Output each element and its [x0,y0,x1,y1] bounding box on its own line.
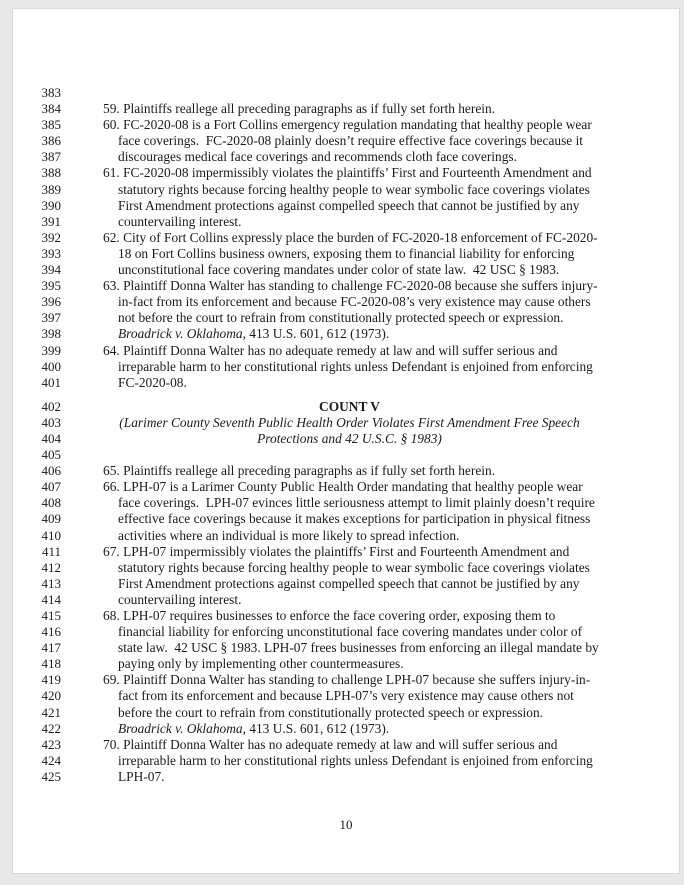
line-text [103,343,557,359]
line-number: 396 [41,294,61,310]
document-line [13,544,679,560]
document-line [13,592,679,608]
text-segment: 60. FC-2020-08 is a Fort Collins emergency regulation mandating that healthy people wear [103,117,592,133]
document-line [13,149,679,165]
text-segment: effective face coverings because it makes exceptions for participation in physical fitness [118,511,591,527]
text-segment: paying only by implementing other countermeasures. [118,656,404,672]
document-line [13,375,679,391]
text-segment: countervailing interest. [118,591,242,607]
line-number: 384 [41,101,61,117]
document-line [13,230,679,246]
text-segment: COUNT V [319,398,380,414]
document-line [13,246,679,262]
line-number: 390 [41,197,61,213]
line-text [118,262,559,278]
document-line [13,608,679,624]
document-line [13,463,679,479]
line-number: 391 [41,213,61,229]
text-segment: (Larimer County Seventh Public Health Order Violates First Amendment Free Speech [119,414,580,430]
document-page [12,8,680,874]
text-segment: Protections and 42 U.S.C. § 1983 [257,430,438,446]
line-text [103,230,598,246]
line-text [118,624,582,640]
text-segment: LPH-07. [118,768,165,784]
document-line [13,737,679,753]
text-segment: 70. Plaintiff Donna Walter has no adequate remedy at law and will suffer serious and [103,736,558,752]
line-number: 414 [41,591,61,607]
text-segment: face coverings. LPH-07 evinces little seriousness attempt to limit plainly doesn’t require [118,495,595,511]
line-number: 406 [41,463,61,479]
line-number: 413 [41,575,61,591]
line-number: 400 [41,358,61,374]
document-line [13,688,679,704]
text-segment: 68. LPH-07 requires businesses to enforce the face covering order, exposing them to [103,608,556,623]
text-segment: state law. 42 USC § 1983. LPH-07 frees businesses from enforcing an illegal mandate by [118,640,599,656]
line-number: 422 [41,720,61,736]
document-line [13,359,679,375]
line-number: 423 [41,736,61,752]
line-text [103,165,592,181]
line-text [103,463,495,479]
text-segment: in-fact from its enforcement and because FC-2020-08’s very existence may cause others [118,294,591,310]
line-number: 407 [41,479,61,495]
document-line [13,101,679,117]
document-line [13,576,679,592]
line-text [118,769,165,785]
line-text [118,688,574,704]
document-line [13,560,679,576]
line-text [103,117,592,133]
text-segment: 59. Plaintiffs reallege all preceding paragraphs as if fully set forth herein. [103,101,496,117]
text-segment: , 413 U.S. 601, 612 (1973). [242,720,390,736]
document-line [13,753,679,769]
line-number: 403 [41,414,61,430]
line-text [103,672,590,688]
document-line [13,294,679,310]
text-segment: fact from its enforcement and because LPH-07’s very existence may cause others not [118,688,574,704]
line-text [118,310,563,326]
document-line [13,672,679,688]
line-text [118,705,543,721]
text-segment: Broadrick v. Oklahoma [118,720,243,736]
document-line [13,117,679,133]
line-text [118,326,389,342]
document-line [13,769,679,785]
text-segment: Broadrick v. Oklahoma [118,326,243,342]
text-segment: activities where an individual is more likely to spread infection. [118,527,460,543]
line-text [103,101,495,117]
document-line [13,326,679,342]
document-line [13,415,679,431]
document-line [13,431,679,447]
line-number: 404 [41,430,61,446]
line-number: 393 [41,245,61,261]
text-segment: financial liability for enforcing unconstitutional face covering mandates under color of [118,624,583,640]
line-text [118,640,599,656]
document-line [13,656,679,672]
text-segment: irreparable harm to her constitutional rights unless Defendant is enjoined from enforcing [118,358,593,374]
text-segment: not before the court to refrain from constitutionally protected speech or expression. [118,310,564,326]
text-segment: 63. Plaintiff Donna Walter has standing to challenge FC-2020-08 because she suffers injury- [103,278,598,294]
text-segment: 64. Plaintiff Donna Walter has no adequate remedy at law and will suffer serious and [103,342,558,358]
line-number: 386 [41,133,61,149]
line-number: 399 [41,342,61,358]
document-line [13,278,679,294]
document-line [13,705,679,721]
line-text [118,133,583,149]
line-text [118,721,389,737]
document-line [13,624,679,640]
line-text [118,182,590,198]
line-text [118,198,580,214]
page-number: 10 [339,817,353,832]
text-segment: 61. FC-2020-08 impermissibly violates the plaintiffs’ First and Fourteenth Amendment and [103,165,592,181]
line-number: 389 [41,181,61,197]
line-number: 419 [41,672,61,688]
line-number: 425 [41,768,61,784]
text-segment: ) [437,430,442,446]
document-line [13,85,679,101]
line-number: 415 [41,608,61,623]
line-number: 405 [41,447,61,463]
line-number: 418 [41,656,61,672]
text-segment: countervailing interest. [118,213,242,229]
line-number: 401 [41,374,61,390]
text-segment: 67. LPH-07 impermissibly violates the plaintiffs’ First and Fourteenth Amendment and [103,543,570,559]
text-segment: 66. LPH-07 is a Larimer County Public Health Order mandating that healthy people wear [103,479,583,495]
line-text [118,495,595,511]
line-text [118,528,459,544]
line-text [103,278,598,294]
text-segment: 62. City of Fort Collins expressly place the burden of FC-2020-18 enforcement of FC-2020- [103,229,598,245]
line-number: 411 [41,543,61,559]
text-segment: irreparable harm to her constitutional rights unless Defendant is enjoined from enforcing [118,752,593,768]
line-number: 421 [41,704,61,720]
line-number: 416 [41,624,61,640]
line-number: 385 [41,117,61,133]
line-number: 395 [41,278,61,294]
line-text [118,375,187,391]
text-segment: statutory rights because forcing healthy people to wear symbolic face coverings violates [118,181,590,197]
document-line [13,399,679,415]
text-segment: statutory rights because forcing healthy people to wear symbolic face coverings violates [118,559,590,575]
line-text [118,359,593,375]
line-text [103,431,596,447]
line-number: 387 [41,149,61,165]
document-line [13,495,679,511]
document-line [13,198,679,214]
document-line [13,447,679,463]
line-text [103,737,557,753]
line-text [118,656,404,672]
document-line [13,640,679,656]
text-segment: 69. Plaintiff Donna Walter has standing to challenge LPH-07 because she suffers injury-in- [103,672,591,688]
document-line [13,133,679,149]
document-line [13,511,679,527]
document-line [13,214,679,230]
text-segment: 65. Plaintiffs reallege all preceding paragraphs as if fully set forth herein. [103,463,496,479]
line-text [103,544,569,560]
line-number: 388 [41,165,61,181]
line-number: 383 [41,85,61,100]
line-text [118,214,241,230]
line-number: 408 [41,495,61,511]
document-line [13,165,679,181]
document-line [13,262,679,278]
text-segment: FC-2020-08. [118,374,187,390]
line-text [118,576,580,592]
line-number: 410 [41,527,61,543]
line-text [103,415,596,431]
line-number: 412 [41,559,61,575]
line-number: 398 [41,326,61,342]
text-segment: unconstitutional face covering mandates under color of state law. 42 USC § 1983. [118,262,560,278]
line-text [103,608,555,624]
line-number: 394 [41,262,61,278]
line-text [118,246,574,262]
text-segment: 18 on Fort Collins business owners, exposing them to financial liability for enforcing [118,245,575,261]
line-text [118,560,590,576]
line-number: 402 [41,398,61,414]
line-text [103,399,596,415]
line-text [118,149,517,165]
line-number: 424 [41,752,61,768]
text-segment: , 413 U.S. 601, 612 (1973). [242,326,390,342]
line-number: 420 [41,688,61,704]
document-line [13,182,679,198]
line-number: 417 [41,640,61,656]
line-text [118,294,591,310]
line-text [118,753,593,769]
text-segment: before the court to refrain from constitutionally protected speech or expression. [118,704,544,720]
document-line [13,528,679,544]
document-content [13,85,679,785]
document-line [13,310,679,326]
line-text [118,511,590,527]
line-number: 397 [41,310,61,326]
text-segment: discourages medical face coverings and recommends cloth face coverings. [118,149,517,165]
line-number: 409 [41,511,61,527]
document-line [13,343,679,359]
document-line [13,721,679,737]
text-segment: First Amendment protections against compelled speech that cannot be justified by any [118,575,580,591]
document-line [13,479,679,495]
text-segment: First Amendment protections against compelled speech that cannot be justified by any [118,197,580,213]
line-text [103,479,583,495]
text-segment: face coverings. FC-2020-08 plainly doesn’t require effective face coverings because it [118,133,584,149]
line-text [118,592,241,608]
line-number: 392 [41,229,61,245]
